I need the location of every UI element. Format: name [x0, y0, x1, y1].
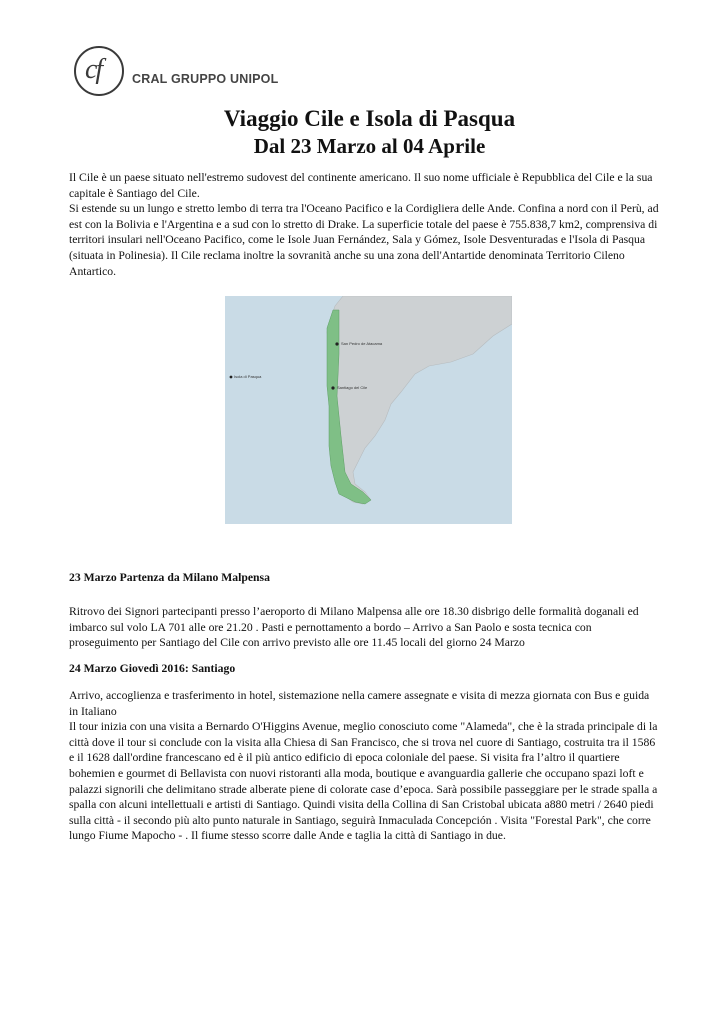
intro-paragraph-1: Il Cile è un paese situato nell'estremo sudovest del continente americano. Il suo nome ufficiale è Repubblica del Cile e la sua capitale è Santiago del Cile. — [69, 171, 653, 200]
page-title: Viaggio Cile e Isola di Pasqua — [223, 106, 516, 131]
day2-paragraph-1: Arrivo, accoglienza e trasferimento in hotel, sistemazione nella camere assegnate e visita di mezza giornata con Bus e guida in Italiano — [69, 689, 650, 718]
page-subtitle: Dal 23 Marzo al 04 Aprile — [253, 134, 486, 158]
san-pedro-label: San Pedro de Atacama — [341, 341, 383, 346]
day2-paragraph-2: Il tour inizia con una visita a Bernardo O'Higgins Avenue, meglio conosciuto come "Alameda", che è la strada principale di la città dove il tour si conclude con la visita alla Chiesa di San Francisco, che si trova nel cuore di Santiago, costruita tra il 1586 e il 1628 dall'ordine francescano ed è il più antico edificio di epoca coloniale del paese. Si visita fra l’altro il quartiere bohemien e gourmet di Bellavista con nuovi ristoranti alla moda, boutique e avanguardia gallerie che occupano spazi loft e palazzi signorili che delimitano strade alberate piene di colorate case d’epoca. Sarà possibile passeggiare per le strade spalla a spalla con alcuni intellettuali e artisti di Santiago. Quindi visita della Collina di San Cristobal ubicata a880 metri / 2640 piedi sulla città - il secondo più alto punto naturale in Santiago, seguirà Inmaculada Concepción . Visita "Forestal Park", che corre lungo Fiume Mapocho - . Il fiume stesso scorre dalle Ande e taglia la città di Santiago in due. — [69, 720, 658, 843]
logo-mark: cf — [85, 54, 102, 85]
santiago-label: Santiago del Cile — [337, 385, 368, 390]
day2-heading: 24 Marzo Giovedì 2016: Santiago — [69, 662, 236, 675]
intro-paragraph-2: Si estende su un lungo e stretto lembo di terra tra l'Oceano Pacifico e la Cordigliera delle Ande. Confina a nord con il Perù, ad est con la Bolivia e l'Argentina e a sud con lo stretto di Drake. La superficie totale del paese è 755.838,7 km2, comprensiva di territori insulari nell'Oceano Pacifico, come le Isole Juan Fernández, Sala y Gómez, Isole Desventuradas e l'Isola di Pasqua (situata in Polinesia). Il Cile reclama inoltre la sovranità anche su una zona dell'Antartide denominata Territorio Cileno Antartico. — [69, 202, 659, 278]
isola-label: Isola di Pasqua — [234, 374, 262, 379]
day2-section — [69, 688, 659, 844]
isola-marker — [230, 376, 233, 379]
san-pedro-marker — [335, 342, 338, 345]
logo — [74, 46, 279, 102]
day1-text: Ritrovo dei Signori partecipanti presso l’aeroporto di Milano Malpensa alle ore 18.30 disbrigo delle formalità doganali ed imbarco sul volo LA 701 alle ore 21.20 . Pasti e pernottamento a bordo – Arrivo a San Paolo e sosta tecnica con proseguimento per Santiago del Cile con arrivo previsto alle ore 11.45 locali del giorno 24 Marzo — [69, 605, 639, 650]
chile-map — [225, 296, 512, 524]
logo-name: CRAL GRUPPO UNIPOL — [132, 72, 279, 86]
santiago-marker — [331, 386, 334, 389]
logo-circle — [74, 46, 124, 96]
intro-section — [69, 170, 659, 279]
day1-heading: 23 Marzo Partenza da Milano Malpensa — [69, 571, 270, 584]
